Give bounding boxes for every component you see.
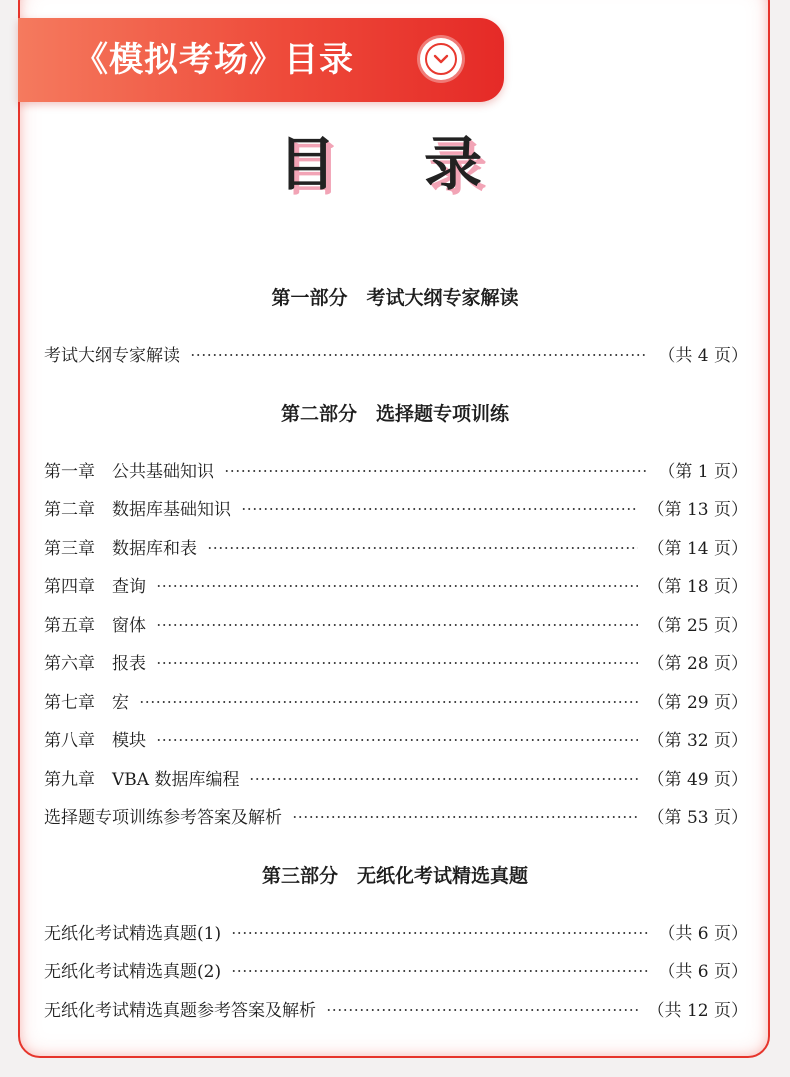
- toc-entry-label: 第三章 数据库和表: [44, 538, 197, 559]
- toc-entry-label: 第四章 查询: [44, 576, 146, 597]
- dot-leader: [231, 969, 648, 973]
- toc-entry-page: （共 6 页）: [658, 923, 748, 944]
- toc-entry[interactable]: [44, 649, 748, 673]
- dot-leader: [224, 469, 648, 473]
- dot-leader: [241, 507, 638, 511]
- toc-entry-label: 无纸化考试精选真题(1): [44, 923, 222, 944]
- dot-leader: [207, 546, 638, 550]
- toc-header-banner[interactable]: [18, 18, 504, 102]
- toc-entry-label: 第六章 报表: [44, 653, 146, 674]
- page-title: [0, 128, 790, 200]
- toc-entry-label: 第二章 数据库基础知识: [44, 499, 231, 520]
- dot-leader: [326, 1008, 638, 1012]
- toc-entry[interactable]: [44, 957, 748, 981]
- toc-entry-page: （第 25 页）: [647, 615, 748, 636]
- toc-entry-label: 考试大纲专家解读: [44, 345, 180, 366]
- toc-entry[interactable]: [44, 803, 748, 827]
- toc-entry[interactable]: [44, 726, 748, 750]
- dot-leader: [156, 623, 638, 627]
- dot-leader: [249, 777, 637, 781]
- toc-entry[interactable]: [44, 534, 748, 558]
- toc-entry[interactable]: [44, 996, 748, 1020]
- section-heading-part-3: 第三部分 无纸化考试精选真题: [261, 865, 528, 887]
- toc-entry-label: 第一章 公共基础知识: [44, 461, 214, 482]
- toc-entry-page: （第 53 页）: [647, 807, 748, 828]
- toc-entry-page: （共 4 页）: [658, 345, 748, 366]
- toc-entry-label: 选择题专项训练参考答案及解析: [44, 807, 282, 828]
- dot-leader: [190, 353, 648, 357]
- toc-entry[interactable]: [44, 457, 748, 481]
- toc-entry-label: 第七章 宏: [44, 692, 129, 713]
- dot-leader: [156, 738, 638, 742]
- toc-entry[interactable]: [44, 765, 748, 789]
- toc-entry-label: 第八章 模块: [44, 730, 146, 751]
- toc-entry-page: （第 1 页）: [658, 461, 748, 482]
- dot-leader: [292, 815, 638, 819]
- dot-leader: [156, 584, 638, 588]
- toc-entry-page: （第 49 页）: [647, 769, 748, 790]
- toc-entry-page: （第 14 页）: [647, 538, 748, 559]
- toc-entry-page: （第 28 页）: [647, 653, 748, 674]
- section-heading-part-1: 第一部分 考试大纲专家解读: [271, 287, 519, 309]
- section-heading-part-2: 第二部分 选择题专项训练: [280, 403, 509, 425]
- toc-header-title: 《模拟考场》目录: [74, 40, 354, 80]
- toc-entry-label: 第五章 窗体: [44, 615, 146, 636]
- toc-entry[interactable]: [44, 611, 748, 635]
- toc-entry-page: （共 12 页）: [647, 1000, 748, 1021]
- toc-entry-label: 第九章 VBA 数据库编程: [44, 769, 240, 790]
- toc-entry-page: （共 6 页）: [658, 961, 748, 982]
- toc-entry-page: （第 32 页）: [647, 730, 748, 751]
- toc-entry-page: （第 18 页）: [647, 576, 748, 597]
- toc-entry[interactable]: [44, 919, 748, 943]
- toc-entry[interactable]: [44, 688, 748, 712]
- dot-leader: [139, 700, 638, 704]
- toc-entry-label: 无纸化考试精选真题(2): [44, 961, 222, 982]
- dot-leader: [156, 661, 638, 665]
- toc-entry[interactable]: [44, 495, 748, 519]
- toc-entry[interactable]: [44, 572, 748, 596]
- toc-entry-label: 无纸化考试精选真题参考答案及解析: [44, 1000, 316, 1021]
- page-title-char-1: 目: [278, 130, 337, 198]
- toc-entry[interactable]: [44, 341, 748, 365]
- chevron-down-icon[interactable]: [420, 38, 462, 80]
- page-title-char-2: 录: [424, 130, 483, 198]
- toc-entry-page: （第 29 页）: [647, 692, 748, 713]
- dot-leader: [231, 931, 648, 935]
- toc-entry-page: （第 13 页）: [647, 499, 748, 520]
